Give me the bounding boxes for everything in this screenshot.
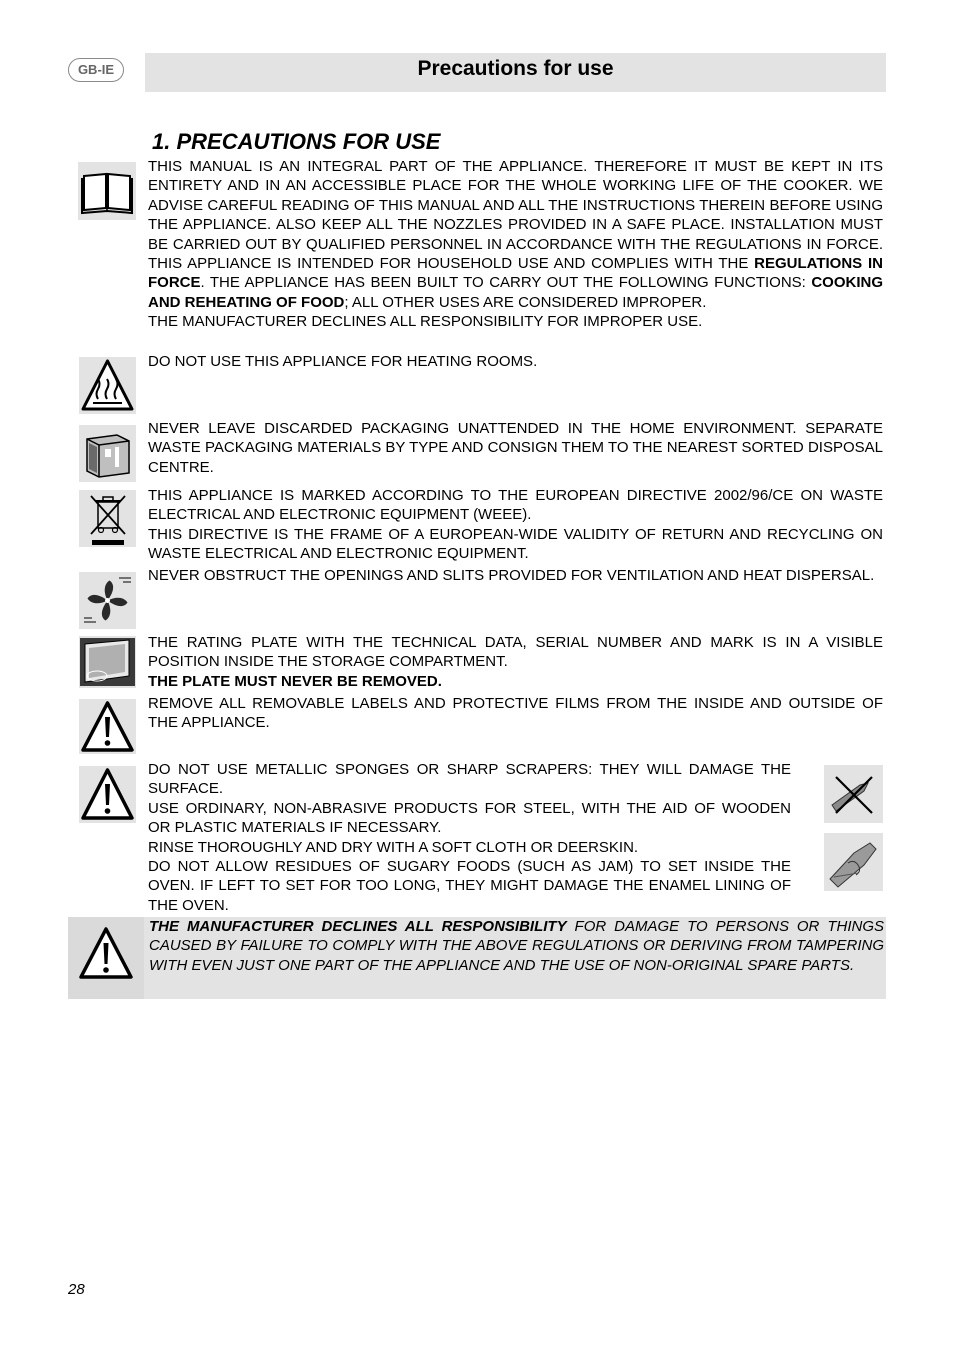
- oven-compartment-icon: [79, 636, 136, 688]
- open-book-icon: [78, 162, 136, 220]
- language-badge: GB-IE: [68, 58, 124, 82]
- heating-text: DO NOT USE THIS APPLIANCE FOR HEATING ROOMS.: [148, 353, 538, 370]
- header-bar: [145, 53, 886, 92]
- cleaning-text: DO NOT USE METALLIC SPONGES OR SHARP SCRAPERS: THEY WILL DAMAGE THE SURFACE. USE ORDINARY, NON-ABRASIVE PRODUCTS FOR STEEL, WITH THE AID OF WOODEN OR PLASTIC MATERIALS IF NECESSARY. RINSE THOROUGHLY AND DRY WITH A SOFT CLOTH OR DEERSKIN. DO NOT ALLOW RESIDUES OF SUGARY FOODS (SUCH AS JAM) TO SET INSIDE THE OVEN. IF LEFT TO SET FOR TOO LONG, THEY MIGHT DAMAGE THE ENAMEL LINING OF THE OVEN.: [148, 761, 791, 914]
- section-title: 1. PRECAUTIONS FOR USE: [152, 129, 441, 154]
- crossed-bin-icon: [79, 490, 136, 547]
- manual-text: THIS MANUAL IS AN INTEGRAL PART OF THE APPLIANCE. THEREFORE IT MUST BE KEPT IN ITS ENTIRETY AND IN AN ACCESSIBLE PLACE FOR THE WHOLE WORKING LIFE OF THE COOKER. WE ADVISE CAREFUL READING OF THIS MANUAL AND ALL THE INSTRUCTIONS THEREIN BEFORE USING THE APPLIANCE. ALSO KEEP ALL THE NOZZLES PROVIDED IN A SAFE PLACE. INSTALLATION MUST BE CARRIED OUT BY QUALIFIED PERSONNEL IN ACCORDANCE WITH THE REGULATIONS IN FORCE. THIS APPLIANCE IS INTENDED FOR HOUSEHOLD USE AND COMPLIES WITH THE REGULATIONS IN FORCE. THE APPLIANCE HAS BEEN BUILT TO CARRY OUT THE FOLLOWING FUNCTIONS: COOKING AND REHEATING OF FOOD; ALL OTHER USES ARE CONSIDERED IMPROPER. THE MANUFACTURER DECLINES ALL RESPONSIBILITY FOR IMPROPER USE.: [148, 158, 883, 331]
- page-header-title: Precautions for use: [417, 57, 614, 80]
- hot-surface-icon: [79, 357, 136, 414]
- packaging-text: NEVER LEAVE DISCARDED PACKAGING UNATTENDED IN THE HOME ENVIRONMENT. SEPARATE WASTE PACKAGING MATERIALS BY TYPE AND CONSIGN THEM TO THE NEAREST SORTED DISPOSAL CENTRE.: [148, 420, 883, 476]
- ventilation-text: NEVER OBSTRUCT THE OPENINGS AND SLITS PROVIDED FOR VENTILATION AND HEAT DISPERSAL.: [148, 567, 875, 584]
- page-number: 28: [68, 1281, 85, 1298]
- crossed-scraper-icon: [824, 765, 883, 823]
- warning-triangle-icon: [68, 917, 144, 999]
- labels-text: REMOVE ALL REMOVABLE LABELS AND PROTECTIVE FILMS FROM THE INSIDE AND OUTSIDE OF THE APPLIANCE.: [148, 695, 883, 732]
- warning-triangle-icon: [79, 699, 136, 754]
- final-notice-text: THE MANUFACTURER DECLINES ALL RESPONSIBILITY FOR DAMAGE TO PERSONS OR THINGS CAUSED BY FAILURE TO COMPLY WITH THE ABOVE REGULATIONS OR DERIVING FROM TAMPERING WITH EVEN JUST ONE PART OF THE APPLIANCE AND THE USE OF NON-ORIGINAL SPARE PARTS.: [149, 918, 884, 974]
- final-icon-background: [68, 917, 144, 999]
- warning-triangle-icon: [79, 766, 136, 823]
- rating-plate-text: THE RATING PLATE WITH THE TECHNICAL DATA, SERIAL NUMBER AND MARK IS IN A VISIBLE POSITION INSIDE THE STORAGE COMPARTMENT. THE PLATE MUST NEVER BE REMOVED.: [148, 634, 883, 690]
- sponge-icon: [824, 833, 883, 891]
- fan-icon: [79, 572, 136, 629]
- packaging-box-icon: [79, 425, 136, 482]
- final-notice: [68, 917, 886, 999]
- weee-text: THIS APPLIANCE IS MARKED ACCORDING TO THE EUROPEAN DIRECTIVE 2002/96/CE ON WASTE ELECTRICAL AND ELECTRONIC EQUIPMENT (WEEE). THIS DIRECTIVE IS THE FRAME OF A EUROPEAN-WIDE VALIDITY OF RETURN AND RECYCLING ON WASTE ELECTRICAL AND ELECTRONIC EQUIPMENT.: [148, 487, 883, 563]
